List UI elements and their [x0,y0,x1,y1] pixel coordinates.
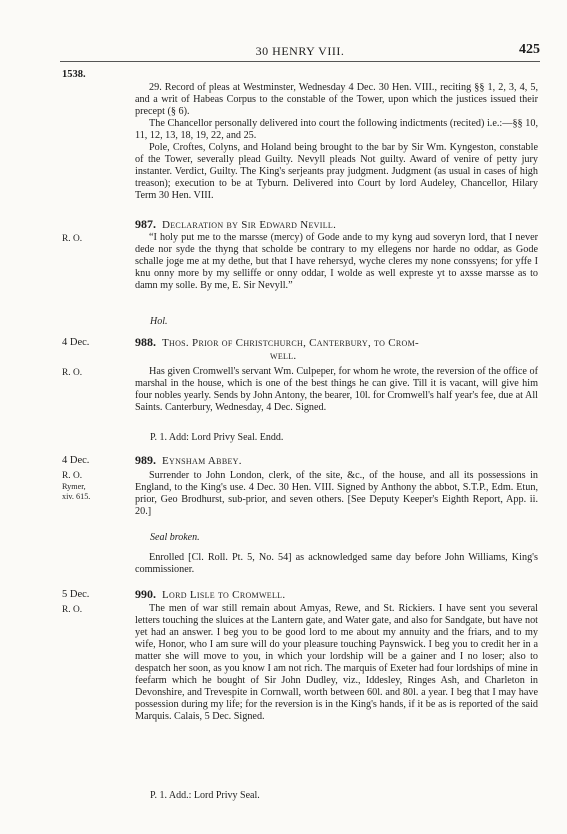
year-label: 1538. [62,69,86,80]
entry-989-date: 4 Dec. [62,455,90,466]
entry-987-title: Declaration by Sir Edward Nevill. [162,219,337,231]
entry-988-title-line1: Thos. Prior of Christchurch, Canterbury, to Crom- [162,337,419,349]
entry-29-paragraph-3: Pole, Croftes, Colyns, and Holand being brought to the bar by Sir Wm. Kyngeston, constable of the Tower, severally plead Guilty. Nevyll pleads Not guilty. Award of venire of petty jury instanter. Verdict, Guilty. The King's serjeants pray judgment. Judgment (as usual in cases of high treason); execution to be at Tyburn. Delivered into Court by lord Audeley, Chancellor, Hilary Term 30 Hen. VIII. [135,142,538,201]
entry-988-foot: P. 1. Add: Lord Privy Seal. Endd. [150,432,284,443]
entry-990-body: The men of war still remain about Amyas, Rewe, and St. Rickiers. I have sent you several letters touching the sluices at the Lantern gate, and Water gate, and also for Sandgate, but have not yet had an answer. I beg you to be good lord to me about my annuity and the friars, and to my wife, Honor, who I am sure will do your pleasure touching Paynswick. I beg you to credit her in a matter she will move to you, in which your lordship will be a gainer and I no loser; also to despatch her soon, as you know I am not rich. The marquis of Exeter had four lordships of mine in feefarm which he bought of Sir John Dudley, viz., Iddesley, Ringes Ash, and Charleton in Devonshire, and Trevespite in Cornwall, worth between 60l. and 80l. a year. I beg that I may have possession during my life; for the reversion is in the King's hands, if it be as is reported of the said Marquis. Calais, 5 Dec. Signed. [135,603,538,722]
entry-989-source: R. O. [62,471,83,481]
entry-987-source: R. O. [62,234,83,244]
entry-989-title: Eynsham Abbey. [162,455,242,467]
entry-988-title-line2: well. [270,350,297,362]
entry-989-heading [135,454,538,467]
page-header [60,44,540,60]
entry-987-body-block [135,232,538,292]
entry-988-body-block [135,366,538,414]
entry-989-enrolled: Enrolled [Cl. Roll. Pt. 5, No. 54] as acknowledged same day before John Williams, King's commissioner. [135,552,538,575]
entry-988-body: Has given Cromwell's servant Wm. Culpeper, for whom he wrote, the reversion of the office of marshal in the house, which is one of the best things he can give. Till it is vacant, will give him four nobles yearly. Sends by John Antony, the bearer, 10l. for Cromwell's half year's fee, due at All Saints. Canterbury, Wednesday, 4 Dec. Signed. [135,366,538,413]
entry-990-number: 990. [135,587,156,601]
entry-989-sources [62,471,128,501]
entry-989-seal-note: Seal broken. [150,532,200,543]
running-title: 30 HENRY VIII. [255,44,345,58]
entry-990-source: R. O. [62,605,83,615]
entry-988-heading [135,336,538,349]
entry-989-number: 989. [135,453,156,467]
entry-988-source: R. O. [62,368,83,378]
header-rule [60,61,540,62]
entry-990-body-block [135,603,538,723]
entry-29-paragraph-1: 29. Record of pleas at Westminster, Wednesday 4 Dec. 30 Hen. VIII., reciting §§ 1, 2, 3, 4, 5, and a writ of Habeas Corpus to the constable of the Tower, upon which the justices issued their precept (§ 6). [135,82,538,117]
entry-29 [135,82,538,202]
entry-989-body-block [135,470,538,518]
entry-988-date: 4 Dec. [62,337,90,348]
entry-987-body: “I holy put me to the marsse (mercy) of Gode ande to my kyng aud soveryn lord, that I never dede nor syde the thyng that scholde be contrary to my ellegens nor harde no oddar, as Gode schalle joge me at my dethe, but that I have rehersyd, wyche cleres my none conssyens; for yffe I knu onny more by my selliffe or onny oddar, I wolde as well expreste yt to axsse marsse as to damn my solle. By me, E. Sir Nevyll.” [135,232,538,291]
entry-29-paragraph-2: The Chancellor personally delivered into court the following indictments (recited) i.e.:—§§ 10, 11, 12, 13, 18, 19, 22, and 25. [135,118,538,141]
entry-990-title: Lord Lisle to Cromwell. [162,589,286,601]
entry-987-number: 987. [135,217,156,231]
entry-989-source-rymer: Rymer, [62,482,86,491]
entry-990-foot: P. 1. Add.: Lord Privy Seal. [150,790,260,801]
entry-988-title-line2-wrap [270,350,370,362]
entry-988-number: 988. [135,335,156,349]
entry-989-source-ref: xiv. 615. [62,491,91,501]
entry-989-enrolled-block [135,552,538,576]
entry-989-body: Surrender to John London, clerk, of the site, &c., of the house, and all its possessions in England, to the King's use. 4 Dec. 30 Hen. VIII. Signed by Anthony the abbot, S.T.P., Edm. Etun, prior, Geo Brodhurst, sub-prior, and seven others. [See Deputy Keeper's Eighth Report, App. ii. 20.] [135,470,538,517]
entry-987-signoff: Hol. [150,316,168,327]
entry-987-heading [135,218,538,231]
entry-990-heading [135,588,538,601]
entry-990-date: 5 Dec. [62,589,90,600]
page-number: 425 [519,42,540,57]
